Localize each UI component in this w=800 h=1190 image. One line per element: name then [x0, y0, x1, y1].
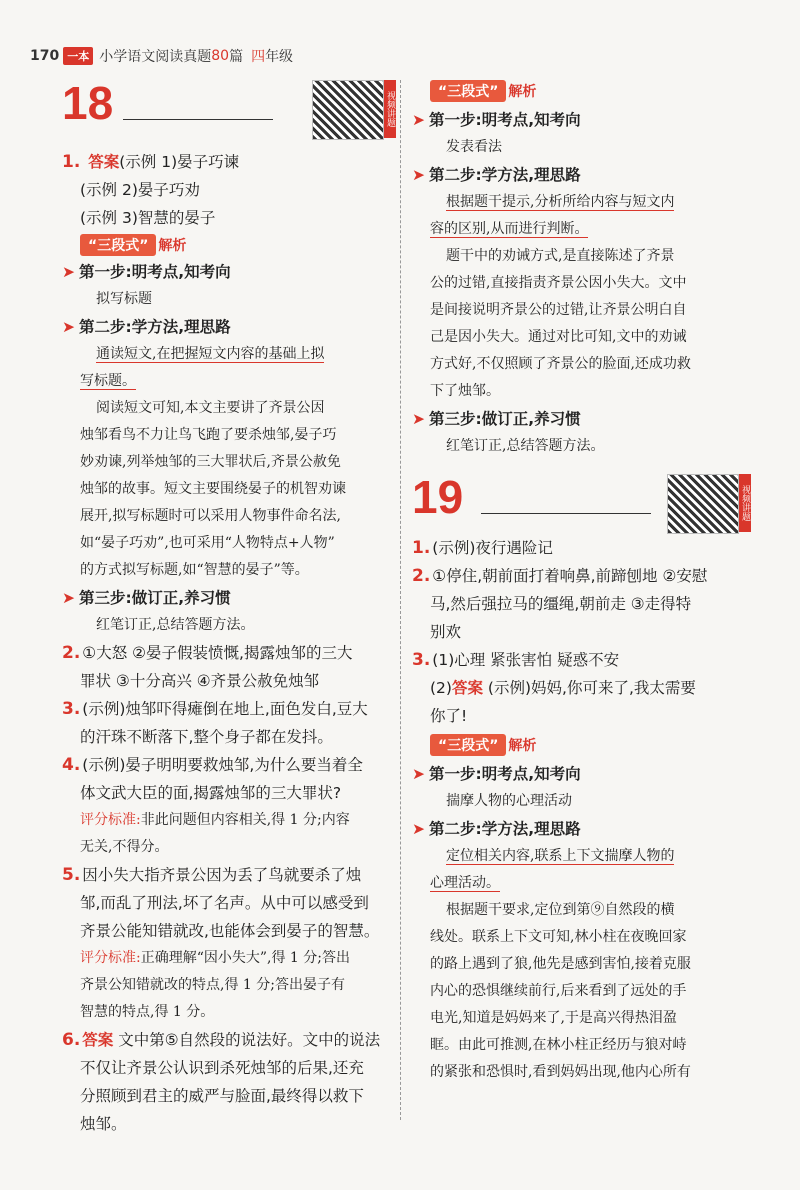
analysis-tag [80, 234, 392, 256]
paragraph-line: 阅读短文可知,本文主要讲了齐景公因 [96, 400, 325, 416]
answer-text: (示例)妈妈,你可来了,我太需要 [487, 679, 696, 697]
step-2 [412, 815, 752, 843]
answer-2-cont: 别欢 [430, 623, 462, 641]
answer-text: (2) [430, 679, 452, 697]
answer-number: 5. [62, 865, 81, 885]
answer-3 [62, 695, 392, 723]
answer-1 [412, 534, 752, 562]
tag-label: “三段式” [430, 80, 506, 102]
step-label: 第二步:学方法,理思路 [429, 820, 581, 838]
step-1 [412, 106, 752, 134]
answer-4 [62, 751, 392, 779]
answer-6-cont: 分照顾到君主的威严与脸面,最终得以救下 [80, 1087, 364, 1105]
paragraph-line: 妙劝谏,列举烛邹的三大罪状后,齐景公赦免 [80, 454, 341, 470]
answer-number: 2. [62, 643, 81, 663]
paragraph-line: 的方式拟写标题,如“智慧的晏子”等。 [80, 562, 309, 578]
book-title: 小学语文阅读真题 [99, 49, 212, 65]
scoring-standard-4 [62, 807, 392, 834]
tag-label: “三段式” [430, 734, 506, 756]
answer-text: (示例)晏子明明要救烛邹,为什么要当着全 [82, 756, 363, 774]
arrow-icon: ➤ [62, 263, 75, 281]
question-19-heading [412, 471, 752, 534]
tag-suffix: 解析 [508, 738, 537, 754]
answer-5-cont: 齐景公能知错就改,也能体会到晏子的智慧。 [80, 922, 380, 940]
answer-1 [62, 148, 392, 176]
step-label: 第二步:学方法,理思路 [429, 166, 581, 184]
step-3-text: 红笔订正,总结答题方法。 [96, 617, 255, 633]
answer-2 [62, 639, 392, 667]
answer-6-cont: 烛邹。 [80, 1115, 127, 1133]
step-label: 第三步:做订正,养习惯 [79, 589, 231, 607]
brand-logo: 一本 [63, 47, 93, 65]
question-18-heading [62, 77, 395, 138]
answer-3-cont: 的汗珠不断落下,整个身子都在发抖。 [80, 728, 333, 746]
arrow-icon: ➤ [412, 765, 425, 783]
paragraph-line: 眶。由此可推测,在林小柱正经历与狼对峙 [430, 1037, 687, 1053]
step-3 [412, 405, 752, 433]
underlined-text: 根据题干提示,分析所给内容与短文内 [446, 194, 675, 210]
paragraph-line: 电光,知道是妈妈来了,于是高兴得热泪盈 [430, 1010, 677, 1026]
scoring-text: 正确理解“因小失大”,得 1 分;答出 [140, 950, 351, 966]
answer-number: 4. [62, 755, 81, 775]
answer-label: 答案 [451, 679, 483, 697]
answer-number: 1. [412, 538, 431, 558]
answer-1b: (示例 2)晏子巧劝 [80, 181, 200, 199]
left-column [62, 77, 395, 1138]
qr-code-icon[interactable] [312, 80, 384, 140]
answer-text: ①停住,朝前面打着响鼻,前蹄刨地 ②安慰 [432, 567, 708, 585]
paragraph-line: 根据题干要求,定位到第⑨自然段的横 [446, 902, 675, 918]
step-1-text: 揣摩人物的心理活动 [446, 793, 572, 809]
paragraph-line: 烛邹的故事。短文主要围绕晏子的机智劝谏 [80, 481, 346, 497]
tag-suffix: 解析 [508, 84, 537, 100]
answer-label: 答案 [82, 1031, 114, 1049]
step-label: 第一步:明考点,知考向 [429, 765, 581, 783]
question-number: 18 [62, 77, 114, 129]
arrow-icon: ➤ [412, 820, 425, 838]
paragraph-line: 展开,拟写标题时可以采用人物事件命名法, [80, 508, 341, 524]
paragraph-line: 线处。联系上下文可知,林小柱在夜晚回家 [430, 929, 687, 945]
step-2-line-1 [412, 189, 752, 216]
right-column [412, 80, 752, 1086]
underlined-text: 写标题。 [80, 373, 136, 389]
scoring-label: 评分标准: [80, 812, 141, 828]
paragraph-line: 下了烛邹。 [430, 383, 500, 399]
analysis-tag [430, 80, 752, 102]
paragraph-line: 烛邹看鸟不力让鸟飞跑了要杀烛邹,晏子巧 [80, 427, 337, 443]
answer-3-cont: 你了! [430, 707, 468, 725]
question-number: 19 [412, 471, 464, 523]
paragraph-line: 内心的恐惧继续前行,后来看到了远处的手 [430, 983, 687, 999]
answer-label: 答案 [88, 153, 120, 171]
answer-number: 6. [62, 1030, 81, 1050]
scoring-label: 评分标准: [80, 950, 141, 966]
step-2-line-2 [412, 870, 752, 897]
answer-2-cont: 马,然后强拉马的缰绳,朝前走 ③走得特 [430, 595, 692, 613]
arrow-icon: ➤ [412, 166, 425, 184]
step-label: 第三步:做订正,养习惯 [429, 410, 581, 428]
arrow-icon: ➤ [412, 111, 425, 129]
underlined-text: 容的区别,从而进行判断。 [430, 221, 589, 237]
scoring-text: 非此问题但内容相关,得 1 分;内容 [140, 812, 350, 828]
step-2-line-1 [412, 843, 752, 870]
step-2-line-2 [412, 216, 752, 243]
tag-label: “三段式” [80, 234, 156, 256]
column-divider [400, 80, 401, 1120]
arrow-icon: ➤ [62, 318, 75, 336]
scoring-standard-5 [62, 945, 392, 972]
answer-number: 1. [62, 152, 87, 172]
answer-text: (1)心理 紧张害怕 疑惑不安 [432, 651, 620, 669]
paragraph-line: 是间接说明齐景公的过错,让齐景公明白自 [430, 302, 687, 318]
step-1 [412, 760, 752, 788]
answer-2-cont: 罪状 ③十分高兴 ④齐景公赦免烛邹 [80, 672, 320, 690]
step-label: 第二步:学方法,理思路 [79, 318, 231, 336]
paragraph-line: 方式好,不仅照顾了齐景公的脸面,还成功救 [430, 356, 691, 372]
step-label: 第一步:明考点,知考向 [79, 263, 231, 281]
step-2-line-2 [62, 368, 392, 395]
answer-6 [62, 1026, 392, 1054]
title-blank-line [123, 119, 273, 120]
answer-3-part2 [412, 674, 752, 702]
step-2-line-1 [62, 341, 392, 368]
answer-text: 文中第⑤自然段的说法好。文中的说法 [118, 1031, 381, 1049]
scoring-standard-5-cont: 齐景公知错就改的特点,得 1 分;答出晏子有 [80, 977, 345, 993]
arrow-icon: ➤ [412, 410, 425, 428]
title-blank-line [481, 513, 651, 514]
book-count: 80 [211, 48, 230, 64]
answer-3 [412, 646, 752, 674]
paragraph-line: 的路上遇到了狼,他先是感到害怕,接着克服 [430, 956, 691, 972]
book-unit: 篇 [229, 49, 244, 65]
paragraph-line: 如“晏子巧劝”,也可采用“人物特点+人物” [80, 535, 335, 551]
step-2 [412, 161, 752, 189]
page-number: 170 [30, 48, 60, 64]
answer-number: 2. [412, 566, 431, 586]
underlined-text: 定位相关内容,联系上下文揣摩人物的 [446, 848, 675, 864]
paragraph-line: 题干中的劝诫方式,是直接陈述了齐景 [446, 248, 675, 264]
underlined-text: 心理活动。 [430, 875, 500, 891]
scoring-standard-4-cont: 无关,不得分。 [80, 839, 169, 855]
step-2 [62, 313, 392, 341]
step-label: 第一步:明考点,知考向 [429, 111, 581, 129]
answer-5-cont: 邹,而乱了刑法,坏了名声。从中可以感受到 [80, 894, 369, 912]
scoring-standard-5-cont: 智慧的特点,得 1 分。 [80, 1004, 215, 1020]
step-3 [62, 584, 392, 612]
grade-label: 年级 [265, 49, 294, 65]
video-tag: 视频讲题 [739, 474, 751, 532]
paragraph-line: 己是因小失大。通过对比可知,文中的劝诫 [430, 329, 687, 345]
answer-text: (示例)烛邹吓得瘫倒在地上,面色发白,豆大 [82, 700, 368, 718]
running-header [30, 44, 293, 68]
answer-number: 3. [62, 699, 81, 719]
video-tag: 视频讲题 [384, 80, 396, 138]
analysis-tag [430, 734, 752, 756]
step-3-text: 红笔订正,总结答题方法。 [446, 438, 605, 454]
step-1-text: 发表看法 [446, 139, 502, 155]
answer-1c: (示例 3)智慧的晏子 [80, 209, 216, 227]
answer-2 [412, 562, 752, 590]
answer-text: (示例 1)晏子巧谏 [119, 153, 240, 171]
underlined-text: 通读短文,在把握短文内容的基础上拟 [96, 346, 325, 362]
grade-number: 四 [251, 49, 266, 65]
answer-6-cont: 不仅让齐景公认识到杀死烛邹的后果,还充 [80, 1059, 364, 1077]
step-1 [62, 258, 392, 286]
answer-number: 3. [412, 650, 431, 670]
answer-5 [62, 861, 392, 889]
answer-text: 因小失大指齐景公因为丢了鸟就要杀了烛 [82, 866, 362, 884]
answer-text: ①大怒 ②晏子假装愤慨,揭露烛邹的三大 [82, 644, 353, 662]
tag-suffix: 解析 [158, 238, 187, 254]
arrow-icon: ➤ [62, 589, 75, 607]
step-1-text: 拟写标题 [96, 291, 152, 307]
paragraph-line: 的紧张和恐惧时,看到妈妈出现,他内心所有 [430, 1064, 691, 1080]
answer-4-cont: 体文武大臣的面,揭露烛邹的三大罪状? [80, 784, 342, 802]
paragraph-line: 公的过错,直接指责齐景公因小失大。文中 [430, 275, 687, 291]
qr-code-icon[interactable] [667, 474, 739, 534]
answer-text: (示例)夜行遇险记 [432, 539, 553, 557]
